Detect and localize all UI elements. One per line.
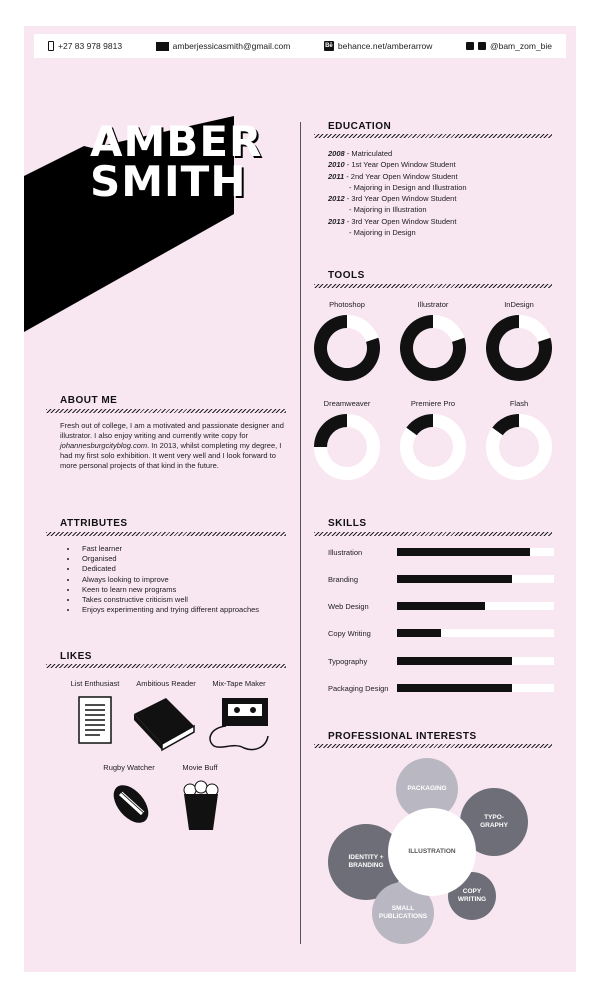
skill-label: Branding xyxy=(328,575,359,584)
skills-title: SKILLS xyxy=(328,518,367,529)
interest-label: COPY WRITING xyxy=(457,888,487,903)
behance-icon: Bē xyxy=(325,43,333,49)
skill-label: Typography xyxy=(328,657,368,666)
interest-bubble xyxy=(388,808,476,896)
education-entry: 2008 - Matriculated xyxy=(328,149,393,158)
column-divider xyxy=(300,122,301,944)
interest-label: IDENTITY + BRANDING xyxy=(348,854,384,869)
interest-label: TYPO- GRAPHY xyxy=(480,814,508,829)
tool-donut xyxy=(485,413,553,481)
attributes-rule xyxy=(46,532,286,536)
tools-title: TOOLS xyxy=(328,270,365,281)
skill-bar xyxy=(397,684,554,692)
skill-label: Packaging Design xyxy=(328,684,389,693)
education-sub: - Majoring in Design xyxy=(349,228,416,238)
last-name: SMITH xyxy=(90,157,247,206)
rugby-ball-icon xyxy=(108,780,154,828)
skill-bar-fill xyxy=(397,657,512,665)
list-item: • Keen to learn new programs xyxy=(78,585,259,595)
like-label: Rugby Watcher xyxy=(103,763,155,772)
skill-bar-fill xyxy=(397,602,485,610)
like-label: Mix-Tape Maker xyxy=(212,679,266,688)
about-title: ABOUT ME xyxy=(60,395,118,406)
first-name: AMBER xyxy=(90,117,263,166)
tool-donut xyxy=(313,314,381,382)
education-sub: - Majoring in Design and Illustration xyxy=(349,182,467,192)
education-entry: 2010 - 1st Year Open Window Student xyxy=(328,160,456,170)
education-rule xyxy=(314,134,552,138)
tool-donut xyxy=(313,413,381,481)
skill-bar-fill xyxy=(397,684,512,692)
likes-rule xyxy=(46,664,286,668)
tool-label: Dreamweaver xyxy=(323,399,371,408)
tool-donut xyxy=(399,413,467,481)
list-item: • Fast learner xyxy=(78,544,259,554)
tool-label: Photoshop xyxy=(329,300,365,309)
like-label: Movie Buff xyxy=(182,763,218,772)
skill-bar-fill xyxy=(397,548,530,556)
skill-bar xyxy=(397,657,554,665)
email-text[interactable]: amberjessicasmith@gmail.com xyxy=(172,41,291,51)
education-sub: - Majoring in Illustration xyxy=(349,205,427,215)
interests-rule xyxy=(314,744,552,748)
donut-fill xyxy=(314,414,347,447)
skill-bar xyxy=(397,629,554,637)
tool-label: Premiere Pro xyxy=(410,399,456,408)
skills-rule xyxy=(314,532,552,536)
list-item: • Dedicated xyxy=(78,564,259,574)
list-icon xyxy=(78,696,112,744)
tool-donut xyxy=(399,314,467,382)
skill-bar xyxy=(397,548,554,556)
education-title: EDUCATION xyxy=(328,121,392,132)
education-entry: 2013 - 3rd Year Open Window Student xyxy=(328,216,457,226)
interest-label: SMALL PUBLICATIONS xyxy=(378,905,428,920)
skill-bar xyxy=(397,575,554,583)
attributes-title: ATTRIBUTES xyxy=(60,518,128,529)
interests-title: PROFESSIONAL INTERESTS xyxy=(328,731,477,742)
skill-bar-fill xyxy=(397,629,441,637)
resume-page xyxy=(24,26,576,972)
behance-text[interactable]: behance.net/amberarrow xyxy=(337,41,433,51)
social-text[interactable]: @bam_zom_bie xyxy=(489,41,552,51)
list-item: • Organised xyxy=(78,554,259,564)
like-label: List Enthusiast xyxy=(70,679,120,688)
list-item: • Always looking to improve xyxy=(78,575,259,585)
education-entry: 2011 - 2nd Year Open Window Student xyxy=(328,171,458,181)
list-item: • Enjoys experimenting and trying different approaches xyxy=(78,605,259,615)
skill-bar-fill xyxy=(397,575,512,583)
phone-text: +27 83 978 9813 xyxy=(58,41,123,51)
like-label: Ambitious Reader xyxy=(136,679,196,688)
book-icon xyxy=(132,696,196,752)
popcorn-icon xyxy=(180,780,222,832)
cassette-icon xyxy=(204,696,272,752)
tool-label: InDesign xyxy=(504,300,534,309)
tool-label: Illustrator xyxy=(417,300,449,309)
tools-rule xyxy=(314,284,552,288)
education-entry: 2012 - 3rd Year Open Window Student xyxy=(328,194,457,204)
education-list xyxy=(328,148,467,238)
skill-label: Illustration xyxy=(328,548,363,557)
skill-bar xyxy=(397,602,554,610)
interest-label: PACKAGING xyxy=(407,785,447,792)
list-item: • Takes constructive criticism well xyxy=(78,595,259,605)
tool-donut xyxy=(485,314,553,382)
skill-label: Web Design xyxy=(328,602,369,611)
skill-label: Copy Writing xyxy=(328,629,371,638)
tool-label: Flash xyxy=(509,399,529,408)
about-rule xyxy=(46,409,286,413)
likes-title: LIKES xyxy=(60,651,92,662)
interest-label: ILLUSTRATION xyxy=(408,848,456,855)
name-heading xyxy=(90,117,263,206)
attributes-list xyxy=(58,544,259,615)
about-text: Fresh out of college, I am a motivated and passionate designer and illustrator. I also enjoy writing and currently write copy for johannesburgcityblog.com. In 2013, whilst completing my degree, I had my first solo exhibition. It went very well and I look forward to more personal projects of that kind in the future. xyxy=(60,421,284,470)
